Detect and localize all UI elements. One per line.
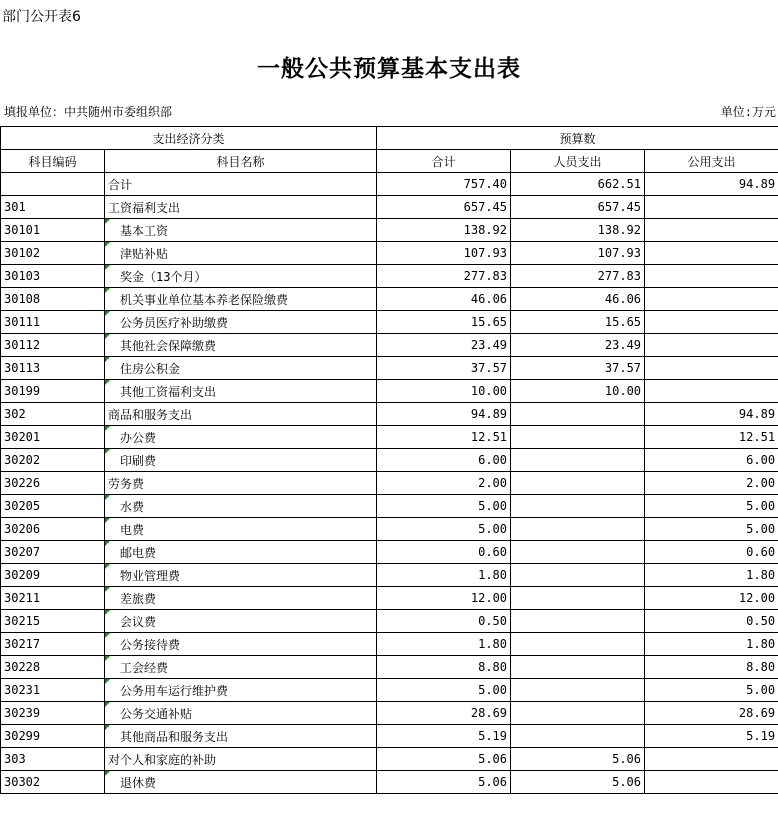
cell-name bbox=[105, 219, 377, 242]
cell-personnel-text: 5.06 bbox=[612, 775, 642, 789]
cell-personnel bbox=[511, 449, 645, 472]
cell-total bbox=[377, 564, 511, 587]
cell-name bbox=[105, 311, 377, 334]
cell-code bbox=[1, 771, 105, 794]
cell-name bbox=[105, 679, 377, 702]
cell-total-text: 657.45 bbox=[463, 200, 508, 214]
cell-total-text: 0.50 bbox=[478, 614, 508, 628]
table-row bbox=[1, 725, 778, 748]
cell-name-text: 印刷费 bbox=[120, 453, 157, 468]
cell-public-text: 1.80 bbox=[746, 568, 776, 582]
cell-public-text: 8.80 bbox=[746, 660, 776, 674]
cell-personnel bbox=[511, 288, 645, 311]
cell-code bbox=[1, 495, 105, 518]
cell-personnel bbox=[511, 311, 645, 334]
cell-personnel bbox=[511, 265, 645, 288]
cell-total-text: 28.69 bbox=[470, 706, 508, 720]
cell-public bbox=[645, 403, 778, 426]
cell-name-text: 差旅费 bbox=[120, 591, 157, 606]
table-row bbox=[1, 564, 778, 587]
cell-name-text: 机关事业单位基本养老保险缴费 bbox=[120, 292, 289, 307]
cell-total bbox=[377, 771, 511, 794]
cell-personnel bbox=[511, 564, 645, 587]
cell-code bbox=[1, 173, 105, 196]
cell-personnel-text: 10.00 bbox=[604, 384, 642, 398]
cell-code bbox=[1, 748, 105, 771]
cell-code bbox=[1, 219, 105, 242]
cell-name-text: 津贴补贴 bbox=[120, 246, 169, 261]
cell-code bbox=[1, 518, 105, 541]
cell-name-text: 奖金（13个月） bbox=[120, 269, 207, 284]
table-row bbox=[1, 334, 778, 357]
cell-public-text: 28.69 bbox=[738, 706, 776, 720]
table-row bbox=[1, 518, 778, 541]
cell-total bbox=[377, 380, 511, 403]
cell-name bbox=[105, 518, 377, 541]
table-tag: 部门公开表6 bbox=[2, 9, 81, 25]
cell-total-text: 0.60 bbox=[478, 545, 508, 559]
cell-personnel bbox=[511, 656, 645, 679]
cell-personnel bbox=[511, 679, 645, 702]
cell-code-text: 30226 bbox=[4, 476, 41, 490]
cell-code-text: 30111 bbox=[4, 315, 41, 329]
cell-name bbox=[105, 265, 377, 288]
cell-total-text: 5.06 bbox=[478, 752, 508, 766]
cell-name bbox=[105, 380, 377, 403]
cell-personnel bbox=[511, 196, 645, 219]
currency-unit: 单位:万元 bbox=[720, 105, 776, 119]
header-econ-class: 支出经济分类 bbox=[1, 127, 377, 150]
cell-code-text: 30302 bbox=[4, 775, 41, 789]
cell-name bbox=[105, 725, 377, 748]
cell-public bbox=[645, 702, 778, 725]
cell-code bbox=[1, 311, 105, 334]
cell-total-text: 12.51 bbox=[470, 430, 508, 444]
cell-name bbox=[105, 426, 377, 449]
cell-name bbox=[105, 748, 377, 771]
cell-name bbox=[105, 242, 377, 265]
cell-total bbox=[377, 196, 511, 219]
cell-total-text: 2.00 bbox=[478, 476, 508, 490]
cell-public-text: 5.19 bbox=[746, 729, 776, 743]
cell-public-text: 12.51 bbox=[738, 430, 776, 444]
cell-total-text: 8.80 bbox=[478, 660, 508, 674]
cell-public-text: 5.00 bbox=[746, 522, 776, 536]
cell-total-text: 94.89 bbox=[470, 407, 508, 421]
cell-personnel bbox=[511, 771, 645, 794]
budget-table bbox=[0, 126, 778, 794]
table-row bbox=[1, 357, 778, 380]
cell-total-text: 5.00 bbox=[478, 522, 508, 536]
cell-code-text: 303 bbox=[4, 752, 26, 766]
cell-total bbox=[377, 173, 511, 196]
cell-code bbox=[1, 541, 105, 564]
cell-code bbox=[1, 725, 105, 748]
header-name: 科目名称 bbox=[105, 150, 377, 173]
cell-public bbox=[645, 288, 778, 311]
cell-code bbox=[1, 610, 105, 633]
cell-name-text: 住房公积金 bbox=[120, 361, 181, 376]
header-row-columns bbox=[1, 150, 778, 173]
cell-code-text: 30206 bbox=[4, 522, 41, 536]
cell-total bbox=[377, 725, 511, 748]
cell-total bbox=[377, 656, 511, 679]
cell-name-text: 基本工资 bbox=[120, 223, 169, 238]
cell-personnel-text: 15.65 bbox=[604, 315, 642, 329]
page-title: 一般公共预算基本支出表 bbox=[257, 55, 521, 82]
cell-public bbox=[645, 587, 778, 610]
cell-code-text: 30205 bbox=[4, 499, 41, 513]
cell-code-text: 30299 bbox=[4, 729, 41, 743]
cell-public bbox=[645, 219, 778, 242]
cell-code-text: 30209 bbox=[4, 568, 41, 582]
table-row bbox=[1, 587, 778, 610]
cell-code-text: 30101 bbox=[4, 223, 41, 237]
cell-total bbox=[377, 472, 511, 495]
cell-name-text: 对个人和家庭的补助 bbox=[108, 752, 217, 767]
cell-public-text: 94.89 bbox=[738, 177, 776, 191]
cell-personnel bbox=[511, 541, 645, 564]
cell-personnel-text: 46.06 bbox=[604, 292, 642, 306]
cell-public bbox=[645, 725, 778, 748]
table-row bbox=[1, 288, 778, 311]
cell-code-text: 30108 bbox=[4, 292, 41, 306]
cell-personnel bbox=[511, 173, 645, 196]
cell-code-text: 30217 bbox=[4, 637, 41, 651]
cell-name-text: 合计 bbox=[108, 177, 133, 192]
cell-total bbox=[377, 518, 511, 541]
cell-public bbox=[645, 518, 778, 541]
header-code: 科目编码 bbox=[1, 150, 105, 173]
cell-code-text: 30202 bbox=[4, 453, 41, 467]
table-row bbox=[1, 472, 778, 495]
cell-total bbox=[377, 242, 511, 265]
cell-name-text: 会议费 bbox=[120, 614, 157, 629]
cell-public bbox=[645, 265, 778, 288]
cell-personnel bbox=[511, 702, 645, 725]
cell-code-text: 30102 bbox=[4, 246, 41, 260]
cell-public bbox=[645, 173, 778, 196]
cell-code bbox=[1, 679, 105, 702]
cell-total-text: 12.00 bbox=[470, 591, 508, 605]
table-row bbox=[1, 495, 778, 518]
cell-personnel bbox=[511, 587, 645, 610]
table-row bbox=[1, 771, 778, 794]
table-row bbox=[1, 265, 778, 288]
cell-name-text: 电费 bbox=[120, 522, 145, 537]
cell-personnel-text: 5.06 bbox=[612, 752, 642, 766]
table-row bbox=[1, 426, 778, 449]
cell-public bbox=[645, 449, 778, 472]
cell-name-text: 其他社会保障缴费 bbox=[120, 338, 217, 353]
cell-name bbox=[105, 196, 377, 219]
cell-personnel-text: 277.83 bbox=[597, 269, 642, 283]
cell-name-text: 公务交通补贴 bbox=[120, 706, 193, 721]
cell-personnel bbox=[511, 219, 645, 242]
cell-name bbox=[105, 587, 377, 610]
header-public: 公用支出 bbox=[645, 150, 778, 173]
cell-public bbox=[645, 541, 778, 564]
cell-total bbox=[377, 219, 511, 242]
cell-name-text: 其他商品和服务支出 bbox=[120, 729, 229, 744]
cell-name-text: 公务用车运行维护费 bbox=[120, 683, 229, 698]
cell-public bbox=[645, 380, 778, 403]
cell-name bbox=[105, 403, 377, 426]
cell-total bbox=[377, 357, 511, 380]
cell-personnel-text: 657.45 bbox=[597, 200, 642, 214]
cell-public bbox=[645, 472, 778, 495]
cell-personnel bbox=[511, 403, 645, 426]
cell-name bbox=[105, 357, 377, 380]
cell-total-text: 15.65 bbox=[470, 315, 508, 329]
cell-total bbox=[377, 495, 511, 518]
cell-personnel bbox=[511, 472, 645, 495]
header-personnel: 人员支出 bbox=[511, 150, 645, 173]
table-row bbox=[1, 449, 778, 472]
cell-name bbox=[105, 288, 377, 311]
cell-personnel bbox=[511, 357, 645, 380]
cell-code bbox=[1, 702, 105, 725]
header-row-group bbox=[1, 127, 778, 150]
table-row bbox=[1, 610, 778, 633]
cell-personnel bbox=[511, 380, 645, 403]
cell-name-text: 工会经费 bbox=[120, 660, 169, 675]
cell-total bbox=[377, 403, 511, 426]
cell-code-text: 302 bbox=[4, 407, 26, 421]
table-row bbox=[1, 219, 778, 242]
cell-name bbox=[105, 495, 377, 518]
table-row bbox=[1, 702, 778, 725]
cell-name bbox=[105, 334, 377, 357]
cell-total-text: 5.00 bbox=[478, 683, 508, 697]
cell-code-text: 30228 bbox=[4, 660, 41, 674]
table-row bbox=[1, 242, 778, 265]
cell-name-text: 退休费 bbox=[120, 775, 157, 790]
table-row bbox=[1, 311, 778, 334]
cell-public bbox=[645, 334, 778, 357]
cell-name-text: 其他工资福利支出 bbox=[120, 384, 217, 399]
cell-code bbox=[1, 357, 105, 380]
cell-total bbox=[377, 633, 511, 656]
table-row bbox=[1, 633, 778, 656]
cell-code bbox=[1, 656, 105, 679]
cell-total-text: 107.93 bbox=[463, 246, 508, 260]
cell-public-text: 1.80 bbox=[746, 637, 776, 651]
cell-total-text: 46.06 bbox=[470, 292, 508, 306]
cell-personnel bbox=[511, 495, 645, 518]
cell-name-text: 工资福利支出 bbox=[108, 200, 181, 215]
cell-total-text: 277.83 bbox=[463, 269, 508, 283]
cell-public bbox=[645, 610, 778, 633]
cell-personnel bbox=[511, 242, 645, 265]
cell-total bbox=[377, 587, 511, 610]
cell-total bbox=[377, 679, 511, 702]
table-row bbox=[1, 196, 778, 219]
cell-total bbox=[377, 426, 511, 449]
cell-total bbox=[377, 311, 511, 334]
cell-name bbox=[105, 656, 377, 679]
cell-code-text: 30239 bbox=[4, 706, 41, 720]
cell-code-text: 301 bbox=[4, 200, 26, 214]
cell-name-text: 水费 bbox=[120, 499, 145, 514]
cell-name bbox=[105, 610, 377, 633]
cell-code bbox=[1, 633, 105, 656]
reporting-unit: 填报单位：中共随州市委组织部 bbox=[4, 105, 173, 119]
cell-total-text: 6.00 bbox=[478, 453, 508, 467]
cell-total bbox=[377, 449, 511, 472]
cell-public bbox=[645, 196, 778, 219]
table-row bbox=[1, 403, 778, 426]
cell-total bbox=[377, 288, 511, 311]
cell-public bbox=[645, 357, 778, 380]
cell-code-text: 30199 bbox=[4, 384, 41, 398]
cell-name-text: 公务员医疗补助缴费 bbox=[120, 315, 229, 330]
cell-code bbox=[1, 242, 105, 265]
cell-public-text: 5.00 bbox=[746, 499, 776, 513]
cell-public bbox=[645, 242, 778, 265]
cell-public bbox=[645, 426, 778, 449]
cell-total-text: 1.80 bbox=[478, 568, 508, 582]
cell-public-text: 94.89 bbox=[738, 407, 776, 421]
table-row bbox=[1, 380, 778, 403]
table-row bbox=[1, 679, 778, 702]
cell-personnel-text: 662.51 bbox=[597, 177, 642, 191]
cell-name bbox=[105, 472, 377, 495]
cell-public-text: 6.00 bbox=[746, 453, 776, 467]
table-row bbox=[1, 748, 778, 771]
cell-total bbox=[377, 265, 511, 288]
cell-total-text: 5.00 bbox=[478, 499, 508, 513]
cell-code bbox=[1, 334, 105, 357]
cell-name-text: 公务接待费 bbox=[120, 637, 181, 652]
cell-code bbox=[1, 472, 105, 495]
cell-personnel bbox=[511, 748, 645, 771]
table-row bbox=[1, 173, 778, 196]
cell-code-text: 30112 bbox=[4, 338, 41, 352]
cell-code bbox=[1, 449, 105, 472]
cell-code-text: 30231 bbox=[4, 683, 41, 697]
cell-name-text: 物业管理费 bbox=[120, 568, 181, 583]
cell-code-text: 30207 bbox=[4, 545, 41, 559]
cell-total bbox=[377, 334, 511, 357]
cell-personnel-text: 37.57 bbox=[604, 361, 642, 375]
cell-personnel bbox=[511, 334, 645, 357]
header-total: 合计 bbox=[377, 150, 511, 173]
cell-public bbox=[645, 311, 778, 334]
cell-total bbox=[377, 610, 511, 633]
cell-public-text: 0.60 bbox=[746, 545, 776, 559]
cell-public bbox=[645, 771, 778, 794]
cell-code bbox=[1, 196, 105, 219]
table-row bbox=[1, 541, 778, 564]
cell-personnel-text: 107.93 bbox=[597, 246, 642, 260]
cell-total-text: 23.49 bbox=[470, 338, 508, 352]
cell-total-text: 5.19 bbox=[478, 729, 508, 743]
cell-total-text: 1.80 bbox=[478, 637, 508, 651]
cell-name bbox=[105, 449, 377, 472]
cell-code bbox=[1, 288, 105, 311]
cell-name bbox=[105, 564, 377, 587]
cell-public-text: 5.00 bbox=[746, 683, 776, 697]
cell-personnel bbox=[511, 426, 645, 449]
cell-name-text: 邮电费 bbox=[120, 545, 157, 560]
cell-public bbox=[645, 748, 778, 771]
cell-code bbox=[1, 587, 105, 610]
cell-public bbox=[645, 495, 778, 518]
cell-total-text: 5.06 bbox=[478, 775, 508, 789]
cell-personnel-text: 23.49 bbox=[604, 338, 642, 352]
cell-code bbox=[1, 403, 105, 426]
cell-total-text: 757.40 bbox=[463, 177, 508, 191]
cell-name bbox=[105, 771, 377, 794]
cell-name-text: 劳务费 bbox=[108, 476, 145, 491]
cell-public bbox=[645, 656, 778, 679]
cell-personnel-text: 138.92 bbox=[597, 223, 642, 237]
cell-code-text: 30201 bbox=[4, 430, 41, 444]
cell-total-text: 138.92 bbox=[463, 223, 508, 237]
cell-code-text: 30103 bbox=[4, 269, 41, 283]
cell-code bbox=[1, 426, 105, 449]
cell-total-text: 10.00 bbox=[470, 384, 508, 398]
cell-personnel bbox=[511, 725, 645, 748]
cell-public bbox=[645, 633, 778, 656]
cell-total bbox=[377, 748, 511, 771]
cell-personnel bbox=[511, 633, 645, 656]
cell-total-text: 37.57 bbox=[470, 361, 508, 375]
cell-name-text: 办公费 bbox=[120, 430, 157, 445]
cell-name-text: 商品和服务支出 bbox=[108, 407, 193, 422]
cell-personnel bbox=[511, 518, 645, 541]
cell-public bbox=[645, 564, 778, 587]
cell-code bbox=[1, 380, 105, 403]
cell-public bbox=[645, 679, 778, 702]
cell-code-text: 30215 bbox=[4, 614, 41, 628]
cell-name bbox=[105, 702, 377, 725]
header-budget: 预算数 bbox=[377, 127, 778, 150]
cell-public-text: 0.50 bbox=[746, 614, 776, 628]
cell-code bbox=[1, 265, 105, 288]
cell-code-text: 30113 bbox=[4, 361, 41, 375]
cell-name bbox=[105, 633, 377, 656]
cell-code bbox=[1, 564, 105, 587]
cell-total bbox=[377, 702, 511, 725]
cell-name bbox=[105, 541, 377, 564]
cell-code-text: 30211 bbox=[4, 591, 41, 605]
cell-public-text: 2.00 bbox=[746, 476, 776, 490]
cell-personnel bbox=[511, 610, 645, 633]
table-body bbox=[1, 173, 778, 794]
cell-public-text: 12.00 bbox=[738, 591, 776, 605]
cell-name bbox=[105, 173, 377, 196]
cell-total bbox=[377, 541, 511, 564]
table-row bbox=[1, 656, 778, 679]
